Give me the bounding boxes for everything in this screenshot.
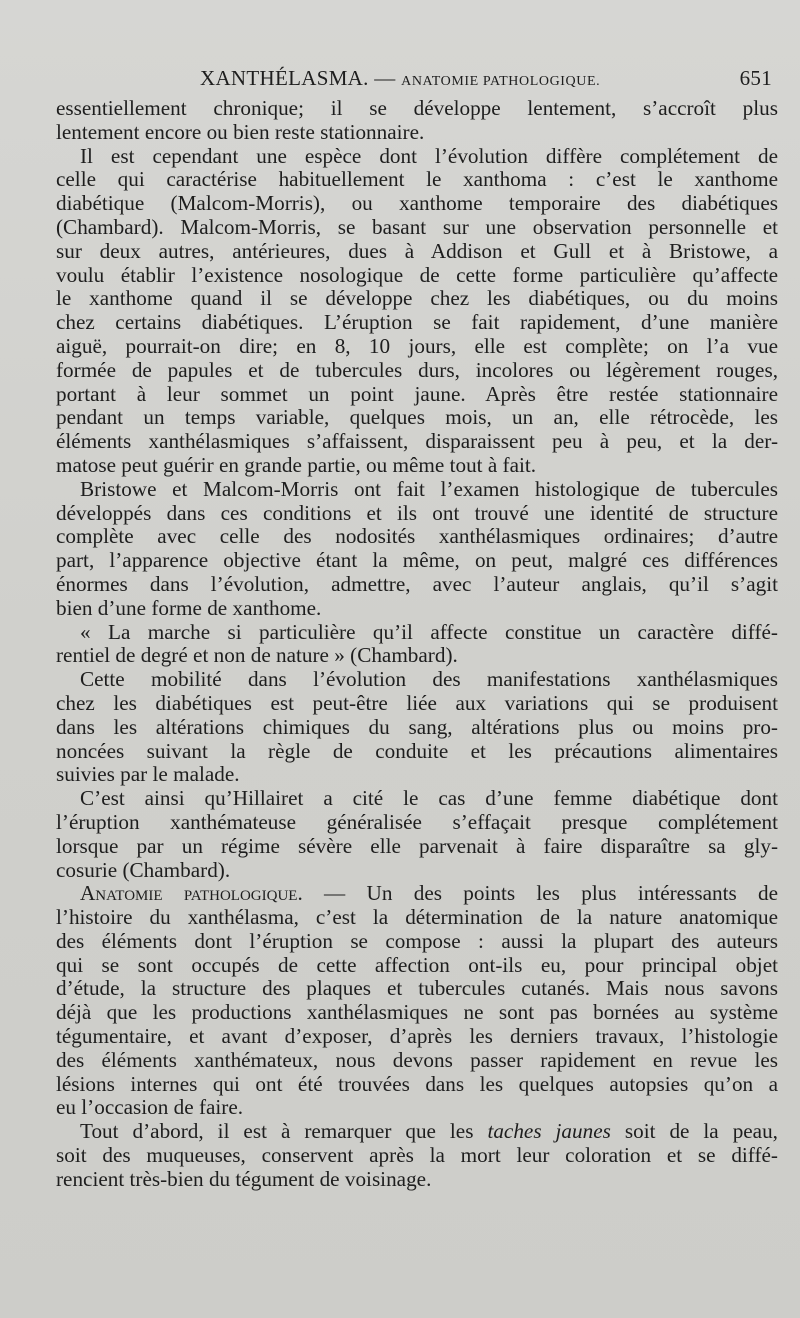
text-line: essentiellement chronique; il se développe lentement, s’accroît plus — [56, 96, 778, 120]
text-line: pendant un temps variable, quelques mois, un an, elle rétrocède, les — [56, 405, 778, 430]
text-line: éléments xanthélasmiques s’affaissent, disparaissent peu à peu, et la der- — [56, 429, 778, 454]
text-line: d’étude, la structure des plaques et tubercules cutanés. Mais nous savons — [56, 976, 778, 1001]
text-line: diabétique (Malcom-Morris), ou xanthome temporaire des diabétiques — [56, 191, 778, 216]
text-line: portant à leur sommet un point jaune. Après être restée stationnaire — [56, 381, 778, 406]
text-line: lorsque par un régime sévère elle parvenait à faire disparaître sa gly- — [56, 833, 778, 858]
text-line: énormes dans l’évolution, admettre, avec l’auteur anglais, qu’il s’agit — [56, 571, 778, 596]
text-line: rencient très-bien du tégument de voisinage. — [56, 1166, 432, 1191]
text-line: sur deux autres, antérieures, dues à Addison et Gull et à Bristowe, a — [56, 238, 778, 263]
text-line: bien d’une forme de xanthome. — [56, 595, 322, 620]
emphasis: taches jaunes — [487, 1119, 611, 1144]
text-line: C’est ainsi qu’Hillairet a cité le cas d’une femme diabétique dont — [80, 786, 778, 811]
text-line: formée de papules et de tubercules durs, incolores ou légèrement rouges, — [56, 357, 778, 382]
text-line: Tout d’abord, il est à remarquer que les taches jaunes soit de la peau, — [80, 1119, 778, 1144]
text-line: développés dans ces conditions et ils ont trouvé une identité de structure — [56, 500, 778, 525]
text-line: Bristowe et Malcom-Morris ont fait l’examen histologique de tubercules — [80, 476, 778, 501]
text-line: des éléments xanthémateux, nous devons passer rapidement en revue les — [56, 1047, 778, 1072]
text-line: chez les diabétiques est peut-être liée aux variations qui se produisent — [56, 690, 778, 715]
text-line: des éléments dont l’éruption se compose : aussi la plupart des auteurs — [56, 928, 778, 953]
text-line: suivies par le malade. — [56, 762, 240, 787]
text-line: noncées suivant la règle de conduite et les précautions alimentaires — [56, 738, 778, 763]
text-line: eu l’occasion de faire. — [56, 1095, 244, 1120]
text-line: chez certains diabétiques. L’éruption se fait rapidement, d’une manière — [56, 310, 778, 335]
text-line: déjà que les productions xanthélasmiques ne sont pas bornées au système — [56, 1000, 778, 1025]
text-line: lésions internes qui ont été trouvées dans les quelques autopsies qu’on a — [56, 1071, 778, 1096]
text-line: qui se sont occupés de cette affection ont-ils eu, pour principal objet — [56, 952, 778, 977]
running-header — [60, 62, 772, 92]
page-number: 651 — [739, 66, 772, 90]
text-line: « La marche si particulière qu’il affecte constitue un caractère diffé- — [80, 619, 778, 644]
header-section: ANATOMIE PATHOLOGIQUE. — [401, 74, 601, 89]
text-line: le xanthome quand il se développe chez les diabétiques, ou du moins — [56, 286, 778, 311]
section-heading: Anatomie pathologique. — [80, 881, 303, 906]
text-line: aiguë, pourrait-on dire; en 8, 10 jours, elle est complète; on l’a vue — [56, 333, 778, 358]
header-title: XANTHÉLASMA. — [200, 66, 369, 90]
text-line: matose peut guérir en grande partie, ou même tout à fait. — [56, 452, 537, 477]
text-line: l’éruption xanthémateuse généralisée s’effaçait presque complétement — [56, 809, 778, 834]
running-title — [200, 66, 600, 91]
text-line: dans les altérations chimiques du sang, altérations plus ou moins pro- — [56, 714, 778, 739]
text-line: soit des muqueuses, conservent après la mort leur coloration et se diffé- — [56, 1143, 778, 1168]
header-dash: — — [374, 66, 396, 90]
text-line: cosurie (Chambard). — [56, 857, 231, 882]
text-line: part, l’apparence objective étant la même, on peut, malgré ces différences — [56, 548, 778, 573]
text-line: tégumentaire, et avant d’exposer, d’après les derniers travaux, l’histologie — [56, 1024, 778, 1049]
body-text — [56, 97, 778, 1192]
text-line: Cette mobilité dans l’évolution des manifestations xanthélasmiques — [80, 667, 778, 692]
text-line: rentiel de degré et non de nature » (Chambard). — [56, 643, 458, 668]
text-line: lentement encore ou bien reste stationnaire. — [56, 119, 425, 144]
text-line: l’histoire du xanthélasma, c’est la détermination de la nature anatomique — [56, 905, 778, 930]
text-line: complète avec celle des nodosités xanthélasmiques ordinaires; d’autre — [56, 524, 778, 549]
text-line: Il est cependant une espèce dont l’évolution diffère complétement de — [80, 143, 778, 168]
text-line: (Chambard). Malcom-Morris, se basant sur une observation personnelle et — [56, 214, 778, 239]
text-line: celle qui caractérise habituellement le xanthoma : c’est le xanthome — [56, 167, 778, 192]
text-line: voulu établir l’existence nosologique de cette forme particulière qu’affecte — [56, 262, 778, 287]
text-line: Anatomie pathologique. — Un des points les plus intéressants de — [80, 881, 778, 906]
